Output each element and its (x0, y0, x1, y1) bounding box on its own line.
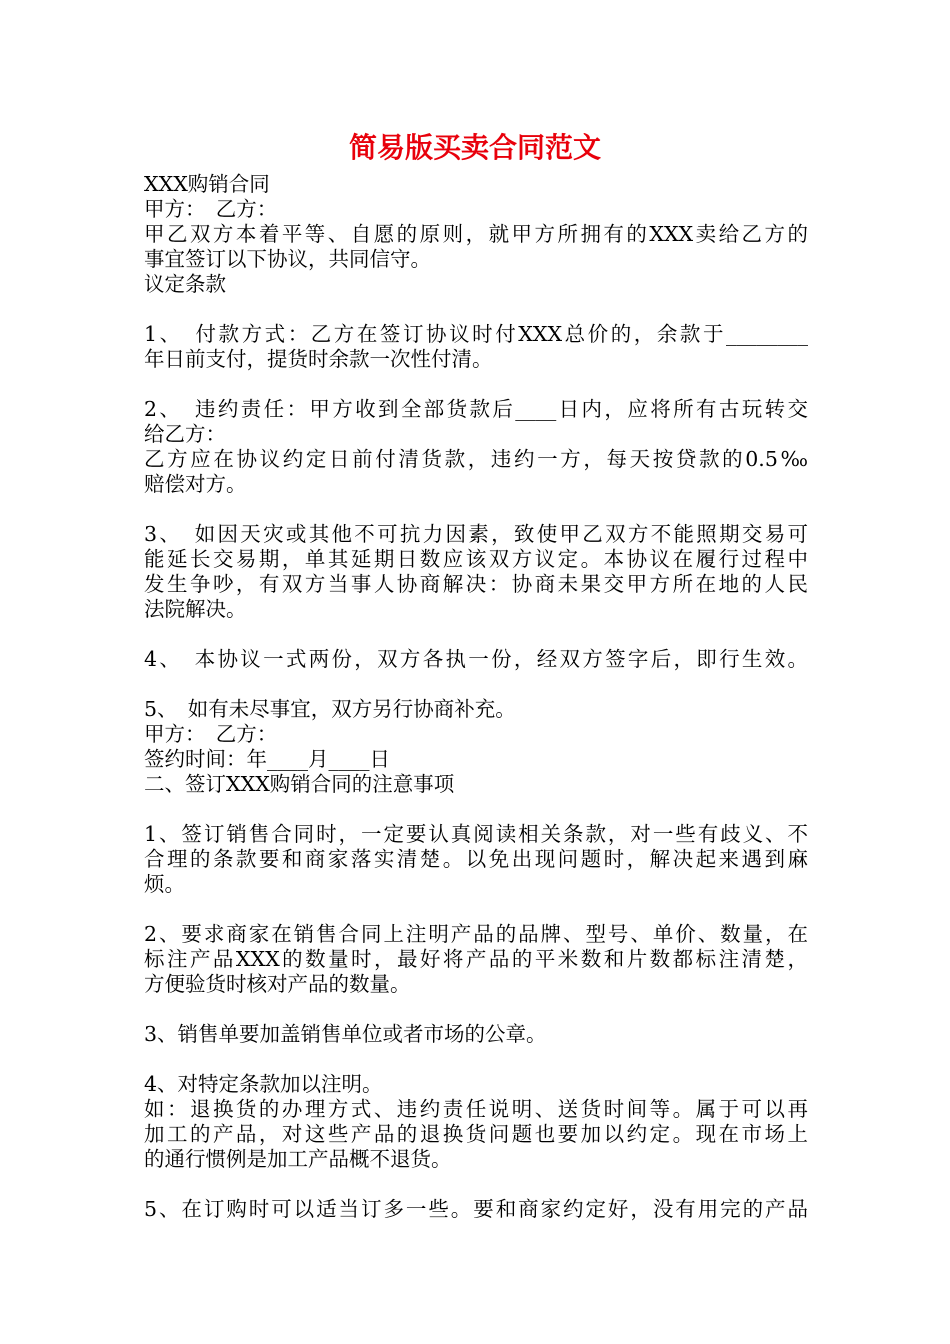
text-line: 法院解决。 (144, 597, 247, 621)
text-line: 5、 如有未尽事宜，双方另行协商补充。 (144, 697, 516, 721)
blank-line (144, 997, 808, 1022)
text-line: 方便验货时核对产品的数量。 (144, 972, 411, 996)
document-title: 简易版买卖合同范文 (348, 131, 601, 164)
text-line: 甲方： 乙方： (144, 722, 278, 746)
document-body (144, 172, 808, 1222)
text-line: 发生争吵，有双方当事人协商解决：协商未果交甲方所在地的人民 (144, 572, 808, 596)
blank-line (144, 372, 808, 397)
text-line: 2、要求商家在销售合同上注明产品的品牌、型号、单价、数量，在 (144, 922, 808, 946)
text-line: 2、 违约责任：甲方收到全部货款后____日内，应将所有古玩转交 (144, 397, 808, 421)
text-line: 甲方： 乙方： (144, 197, 278, 221)
text-line: 4、 本协议一式两份，双方各执一份，经双方签字后，即行生效。 (144, 647, 808, 671)
blank-line (144, 672, 808, 697)
text-line: 签约时间：年____月____日 (144, 747, 390, 771)
text-line: 合理的条款要和商家落实清楚。以免出现问题时，解决起来遇到麻 (144, 847, 808, 871)
text-line: 5、在订购时可以适当订多一些。要和商家约定好，没有用完的产品 (144, 1197, 808, 1221)
blank-line (144, 1172, 808, 1197)
text-line: 1、签订销售合同时，一定要认真阅读相关条款，对一些有歧义、不 (144, 822, 808, 846)
text-line: 二、签订XXX购销合同的注意事项 (144, 772, 455, 796)
text-line: 赔偿对方。 (144, 472, 247, 496)
text-line: 年日前支付，提货时余款一次性付清。 (144, 347, 493, 371)
text-line: 如：退换货的办理方式、违约责任说明、送货时间等。属于可以再 (144, 1097, 808, 1121)
text-line: 给乙方： (144, 422, 226, 446)
blank-line (144, 1047, 808, 1072)
text-line: 乙方应在协议约定日前付清货款，违约一方，每天按贷款的0.5‰ (144, 447, 808, 471)
text-line: 3、销售单要加盖销售单位或者市场的公章。 (144, 1022, 547, 1046)
text-line: 标注产品XXX的数量时，最好将产品的平米数和片数都标注清楚， (144, 947, 808, 971)
text-line: 烦。 (144, 872, 185, 896)
text-line: 能延长交易期，单其延期日数应该双方议定。本协议在履行过程中 (144, 547, 808, 571)
text-line: 甲乙双方本着平等、自愿的原则，就甲方所拥有的XXX卖给乙方的 (144, 222, 808, 246)
text-line: 的通行惯例是加工产品概不退货。 (144, 1147, 452, 1171)
text-line: 4、对特定条款加以注明。 (144, 1072, 383, 1096)
text-line: 事宜签订以下协议，共同信守。 (144, 247, 431, 271)
blank-line (144, 897, 808, 922)
blank-line (144, 797, 808, 822)
text-line: 加工的产品，对这些产品的退换货问题也要加以约定。现在市场上 (144, 1122, 808, 1146)
text-line: XXX购销合同 (144, 172, 270, 196)
blank-line (144, 497, 808, 522)
blank-line (144, 297, 808, 322)
blank-line (144, 622, 808, 647)
text-line: 1、 付款方式：乙方在签订协议时付XXX总价的，余款于________ (144, 322, 808, 346)
text-line: 3、 如因天灾或其他不可抗力因素，致使甲乙双方不能照期交易可 (144, 522, 808, 546)
text-line: 议定条款 (144, 272, 226, 296)
